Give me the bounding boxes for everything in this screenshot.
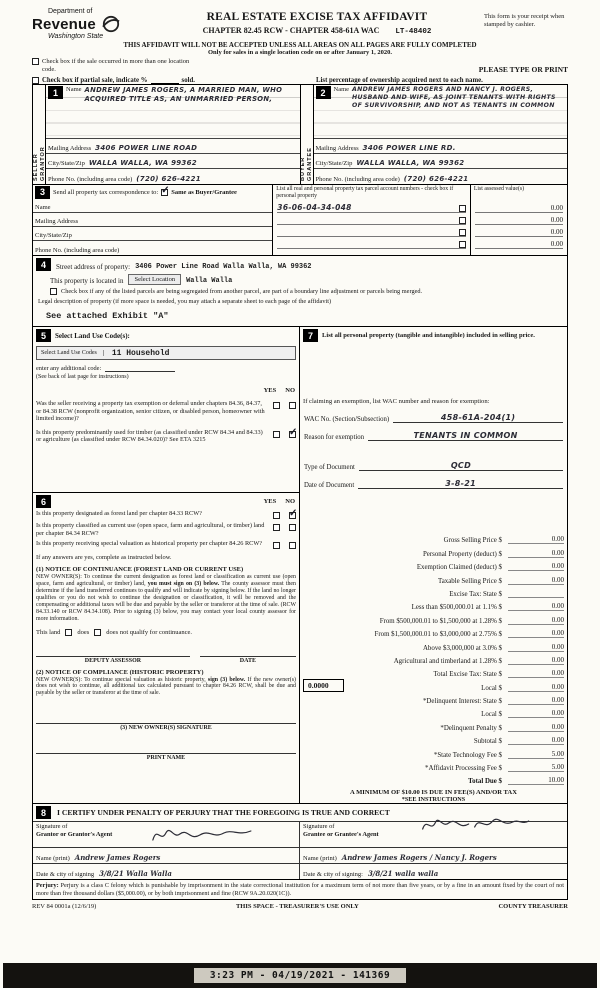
- seller-exemption-no-checkbox[interactable]: [289, 402, 296, 409]
- notice-compliance-body: NEW OWNER(S): To continue special valuation as historic property, sign (3) below. If the new owner(s) does not wish to continue, all additional tax calculated pursuant to chapter 84.26 RCW, shall be due and payable by the seller or transferor at the time of sale.: [36, 676, 297, 697]
- section-4-badge: 4: [36, 258, 51, 271]
- located-in-label: This property is located in: [50, 277, 124, 285]
- partial-sale-checkbox[interactable]: [32, 77, 39, 84]
- grantee-name-row[interactable]: Name (print) Andrew James Rogers / Nancy J. Rogers: [300, 847, 567, 863]
- personal-property-checkbox-4[interactable]: [459, 241, 466, 248]
- subtotal-value[interactable]: 0.00: [508, 736, 564, 745]
- seller-name-label: Name: [66, 86, 82, 93]
- parcel-number-value: 36-06-04-34-048: [277, 203, 352, 212]
- taxable-selling-price-value[interactable]: 0.00: [508, 576, 564, 585]
- wac-value[interactable]: 458-61A-204(1): [393, 413, 563, 423]
- notice-continuance-body: NEW OWNER(S): To continue the current designation as forest land or classification as current use (open space, farm and agricultural, or timber) land, you must sign on (3) below. The county assessor must then determine if the land transferred continues to qualify and will indicate by signing below. If the land no longer qualifies or you do not wish to continue the designation or classification, it will be removed and the compensating or additional taxes will be due and payable by the seller or transferor at the time of sale. (RCW 84.33.140 or RCW 84.34.108). Prior to signing (3) below, you may contact your local county assessor for more information.: [36, 574, 296, 622]
- section-6-badge: 6: [36, 495, 51, 508]
- deputy-date-line[interactable]: [200, 656, 296, 657]
- doc-type-label: Type of Document: [304, 464, 355, 471]
- additional-code-label: enter any additional code:: [36, 365, 102, 372]
- correspondence-name-field[interactable]: Name: [33, 199, 272, 213]
- grantor-signature[interactable]: [118, 823, 296, 847]
- legal-description-label: Legal description of property (if more space is needed, you may attach a separate sheet to each page of the affidavit): [38, 298, 332, 305]
- seller-mailing-value: 3406 POWER LINE ROAD: [95, 144, 198, 152]
- correspondence-city-field[interactable]: City/State/Zip: [33, 227, 272, 241]
- historic-property-question: Is this property receiving special valuation as historical property per chapter 84.26 RCW?: [36, 540, 263, 548]
- grantor-sig-label: Signature of: [36, 823, 68, 831]
- no-header: NO: [285, 387, 295, 394]
- this-land-label: This land: [36, 628, 61, 636]
- seller-phone-field[interactable]: Phone No. (including area code) (720) 626-4221: [48, 175, 201, 183]
- section-8-badge: 8: [36, 806, 51, 819]
- grantee-signature[interactable]: [385, 813, 564, 837]
- current-use-yes-checkbox[interactable]: [273, 524, 280, 531]
- dor-swoosh-icon: [99, 15, 123, 33]
- footer: [32, 903, 568, 910]
- assessed-value-row[interactable]: 0.00: [475, 225, 563, 237]
- county-treasurer-label: COUNTY TREASURER: [498, 903, 568, 911]
- parcel-row[interactable]: [277, 201, 466, 213]
- correspondence-mailing-field[interactable]: Mailing Address: [33, 213, 272, 227]
- grantee-sig-label: Signature of: [303, 823, 335, 831]
- location-select[interactable]: Select Location: [128, 274, 181, 285]
- form-code: LT-48402: [395, 28, 432, 36]
- seller-name-value: ANDREW JAMES ROGERS, A MARRIED MAN, WHO ACQUIRED TITLE AS, AN UNMARRIED PERSON,: [84, 86, 283, 103]
- personal-property-checkbox-1[interactable]: [459, 205, 466, 212]
- personal-property-deduct-value[interactable]: 0.00: [508, 549, 564, 558]
- total-due-value[interactable]: 10.00: [508, 776, 564, 785]
- seller-exemption-yes-checkbox[interactable]: [273, 402, 280, 409]
- doc-type-value[interactable]: QCD: [359, 461, 563, 471]
- multi-location-label: Check box if the sale occurred in more than one location code.: [42, 58, 190, 73]
- multi-location-checkbox[interactable]: [32, 58, 39, 65]
- total-excise-state-value[interactable]: 0.00: [508, 669, 564, 678]
- parcel-row[interactable]: [277, 237, 466, 249]
- buyer-phone-field[interactable]: Phone No. (including area code) (720) 626-4221: [315, 175, 469, 183]
- grantee-date-city: 3/8/21 walla walla: [367, 869, 439, 879]
- section-land-use: [33, 327, 299, 493]
- timber-use-question: Is this property predominantly used for timber (as classified under RCW 84.34 and 84.33) or agriculture (as classified under RCW 84.34.020)? See ETA 3215: [36, 428, 263, 444]
- excise-tax-state-value[interactable]: [508, 597, 564, 598]
- tier1-value[interactable]: 0.00: [508, 602, 564, 611]
- grantee-date-row[interactable]: Date & city of signing: 3/8/21 walla walla: [300, 863, 567, 879]
- delinquent-interest-state-value[interactable]: 0.00: [508, 696, 564, 705]
- parcel-row[interactable]: [277, 225, 466, 237]
- same-as-buyer-label: Same as Buyer/Grantee: [171, 188, 237, 196]
- personal-property-header: List all personal property (tangible and intangible) included in selling price.: [322, 332, 535, 339]
- doc-date-label: Date of Document: [304, 482, 355, 489]
- section-seller: [33, 85, 301, 184]
- partial-sale-label: Check box if partial sale, indicate %: [42, 77, 148, 84]
- logo-agency: Revenue: [32, 15, 96, 33]
- section-2-badge: 2: [316, 86, 331, 99]
- logo-state: Washington State: [48, 33, 104, 40]
- yes-header: YES: [263, 387, 277, 394]
- correspondence-phone-field[interactable]: Phone No. (including area code): [35, 247, 120, 254]
- seller-buyer-sections: [32, 84, 568, 184]
- section-5-badge: 5: [36, 329, 51, 342]
- grantor-name-row[interactable]: Name (print) Andrew James Rogers: [33, 847, 300, 863]
- tier4-value[interactable]: 0.00: [508, 643, 564, 652]
- location-value: Walla Walla: [186, 277, 233, 285]
- buyer-city-field[interactable]: City/State/Zip WALLA WALLA, WA 99362: [314, 154, 568, 169]
- personal-property-blank-area[interactable]: [300, 342, 567, 398]
- gross-selling-price-value[interactable]: 0.00: [508, 535, 564, 544]
- tier2-value[interactable]: 0.00: [508, 616, 564, 625]
- forest-land-yes-checkbox[interactable]: [273, 512, 280, 519]
- land-use-header: Select Land Use Code(s):: [55, 331, 130, 340]
- partial-sale-suffix: sold.: [181, 77, 195, 84]
- historic-property-yes-checkbox[interactable]: [273, 542, 280, 549]
- receipt-note: This form is your receipt when stamped by cashier.: [484, 13, 565, 28]
- grantee-printed-name: Andrew James Rogers / Nancy J. Rogers: [341, 853, 497, 863]
- assessed-value-row[interactable]: 0.00: [475, 237, 563, 249]
- grantor-signature-cell[interactable]: Signature of Grantor or Grantor's Agent: [33, 822, 300, 847]
- exemption-claimed-value[interactable]: 0.00: [508, 562, 564, 571]
- deputy-assessor-label: DEPUTY ASSESSOR: [84, 657, 142, 664]
- additional-code-field[interactable]: [105, 364, 175, 372]
- agricultural-timberland-value[interactable]: 0.00: [508, 656, 564, 665]
- segregated-parcels-label: Check box if any of the listed parcels are being segregated from another parcel, are part of a boundary line adjustment or parcels being merged.: [61, 288, 423, 295]
- section-buyer: [301, 85, 568, 184]
- section-property-location: [32, 255, 568, 326]
- current-use-no-checkbox[interactable]: [289, 524, 296, 531]
- acceptance-warning: THIS AFFIDAVIT WILL NOT BE ACCEPTED UNLESS ALL AREAS ON ALL PAGES ARE FULLY COMPLETED: [123, 41, 477, 49]
- assessed-values-header: List assessed value(s): [473, 186, 525, 192]
- same-as-buyer-checkbox[interactable]: [161, 189, 168, 196]
- header: [32, 8, 568, 40]
- treasurer-space-label: THIS SPACE - TREASURER'S USE ONLY: [235, 903, 359, 911]
- see-back-note: (See back of last page for instructions): [36, 374, 129, 380]
- land-use-code-select[interactable]: [36, 346, 296, 360]
- delinquent-interest-local-value[interactable]: 0.00: [508, 709, 564, 718]
- state-technology-fee-value[interactable]: 5.00: [508, 750, 564, 759]
- doc-date-value[interactable]: 3-8-21: [358, 479, 563, 489]
- logo-dept-line: Department of: [48, 8, 93, 15]
- grantor-date-row[interactable]: Date & city of signing 3/8/21 Walla Walla: [33, 863, 300, 879]
- seller-city-value: WALLA WALLA, WA 99362: [88, 159, 197, 167]
- buyer-mailing-value: 3406 POWER LINE RD.: [362, 144, 456, 152]
- section-tax-computation: [300, 327, 567, 803]
- grantor-printed-name: Andrew James Rogers: [74, 853, 161, 863]
- section-7-badge: 7: [303, 329, 318, 342]
- minimum-due-note: A MINIMUM OF $10.00 IS DUE IN FEE(S) AND/OR TAX: [350, 789, 517, 797]
- does-label: does: [77, 628, 90, 636]
- local-tax-value[interactable]: 0.00: [508, 683, 564, 692]
- delinquent-penalty-value[interactable]: 0.00: [508, 723, 564, 732]
- new-owner-signature-label: (3) NEW OWNER(S) SIGNATURE: [120, 725, 212, 732]
- deputy-date-label: DATE: [239, 657, 257, 664]
- reason-label: Reason for exemption: [304, 434, 365, 441]
- ownership-note: List percentage of ownership acquired next to each name.: [316, 77, 483, 84]
- does-not-label: does not qualify for continuance.: [106, 628, 193, 636]
- rev-form-code: REV 84 0001a (12/6/19): [32, 903, 97, 911]
- if-yes-note: If any answers are yes, complete as instructed below.: [36, 554, 172, 562]
- yes-header: YES: [263, 498, 277, 505]
- perjury-notice: Perjury: Perjury is a class C felony which is punishable by imprisonment in the state correctional institution for a maximum term of not more than five years, or by a fine in an amount fixed by the court of not more than five thousand dollars ($5,000.00), or by both imprisonment and fine (RCW 9A.20.020(1C)).: [33, 879, 567, 899]
- print-name-line[interactable]: [36, 753, 296, 754]
- buyer-city-value: WALLA WALLA, WA 99362: [356, 159, 465, 167]
- personal-property-checkbox-3[interactable]: [459, 229, 466, 236]
- no-header: NO: [285, 498, 295, 505]
- parcel-numbers-header: List all real and personal property tax parcel account numbers - check box if personal property: [276, 186, 454, 199]
- timber-use-no-checkbox[interactable]: [289, 431, 296, 438]
- forest-land-no-checkbox[interactable]: [289, 512, 296, 519]
- land-does-checkbox[interactable]: [65, 629, 72, 636]
- section-continuance: [33, 493, 299, 803]
- print-name-label: PRINT NAME: [146, 755, 186, 762]
- land-does-not-checkbox[interactable]: [94, 629, 101, 636]
- historic-property-no-checkbox[interactable]: [289, 542, 296, 549]
- buyer-side-label: BUYER GRANTEE: [301, 85, 314, 184]
- segregated-parcels-checkbox[interactable]: [50, 288, 57, 295]
- fee-table: Gross Selling Price $ 0.00 Personal Property (deduct) $ 0.00 Exemption Claimed (deduct) $ 0.00 Taxable Selling Price $ 0.00 Excise Tax: State $ Less than $500,000.01 at 1.1% $ 0.00 From $500,000.01 to $1,500,000 at 1.28% $ 0.00 From $1,500,000.01 to $3,000,000 at 2.75% $ 0.00 Above $3,000,000 at 3.0% $ 0.00 Agricultural and timberland at 1.28% $ 0.00 Total Excise Tax: State $ 0.00 0.0000 Local $ 0.00 *Delinquent Interest: State $ 0.00 Local $ 0.00 *Delinquent Penalty $ 0.00 Subtotal $ 0.00 *State Technology Fee $ 5.00 *Affidavit Processing Fee $ 5.00 Total Due $ 10.00: [300, 531, 567, 785]
- parcel-row[interactable]: [277, 213, 466, 225]
- seller-mailing-field[interactable]: Mailing Address 3406 POWER LINE ROAD: [46, 139, 300, 154]
- buyer-phone-value: (720) 626-4221: [403, 175, 469, 183]
- cashier-stamp: 3:23 PM - 04/19/2021 - 141369: [194, 968, 406, 983]
- reason-value[interactable]: TENANTS IN COMMON: [368, 431, 563, 441]
- partial-sale-percent-field[interactable]: [151, 76, 179, 84]
- revenue-logo: [32, 8, 150, 40]
- seller-phone-value: (720) 626-4221: [136, 175, 201, 183]
- seller-name-field[interactable]: [46, 85, 300, 139]
- street-address-label: Street address of property:: [56, 263, 131, 271]
- see-instructions-note: *SEE INSTRUCTIONS: [401, 796, 466, 804]
- assessed-value-row[interactable]: 0.00: [475, 213, 563, 225]
- certify-statement: I CERTIFY UNDER PENALTY OF PERJURY THAT THE FOREGOING IS TRUE AND CORRECT: [57, 808, 390, 818]
- deputy-assessor-signature-line[interactable]: [36, 656, 190, 657]
- buyer-name-value: ANDREW JAMES ROGERS AND NANCY J. ROGERS, HUSBAND AND WIFE, AS JOINT TENANTS WITH RIGHTS OF SURVIVORSHIP, AND NOT AS TENANTS IN COMMON: [352, 86, 556, 110]
- timber-use-yes-checkbox[interactable]: [273, 431, 280, 438]
- send-correspondence-label: Send all property tax correspondence to:: [53, 188, 159, 196]
- please-type-label: PLEASE TYPE OR PRINT: [478, 65, 568, 74]
- notice-continuance-title: (1) NOTICE OF CONTINUANCE (FOREST LAND OR CURRENT USE): [36, 566, 244, 574]
- buyer-name-field[interactable]: [314, 85, 568, 139]
- chapter-line: CHAPTER 82.45 RCW - CHAPTER 458-61A WAC: [202, 26, 380, 35]
- affidavit-processing-fee-value[interactable]: 5.00: [508, 763, 564, 772]
- personal-property-checkbox-2[interactable]: [459, 217, 466, 224]
- exemption-intro: If claiming an exemption, list WAC number and reason for exemption:: [303, 398, 490, 405]
- middle-columns: [32, 326, 568, 804]
- tier3-value[interactable]: 0.00: [508, 629, 564, 638]
- buyer-mailing-field[interactable]: Mailing Address 3406 POWER LINE RD.: [314, 139, 568, 154]
- seller-city-field[interactable]: City/State/Zip WALLA WALLA, WA 99362: [46, 154, 300, 169]
- single-location-note: Only for sales in a single location code on or after January 1, 2020.: [208, 49, 392, 56]
- land-use-select-caption: Select Land Use Codes: [41, 350, 104, 356]
- street-address-value[interactable]: 3406 Power Line Road Walla Walla, WA 99362: [135, 263, 312, 271]
- buyer-name-label: Name: [333, 86, 350, 93]
- legal-description-value[interactable]: See attached Exhibit "A": [46, 311, 169, 321]
- land-use-code-value: 11 Household: [111, 348, 170, 358]
- treasurer-stamp-bar: [3, 963, 597, 988]
- section-certification: [32, 804, 568, 900]
- seller-exemption-question: Was the seller receiving a property tax exemption or deferral under chapters 84.36, 84.37, or 84.38 RCW (nonprofit organization, senior citizen, or disabled person, homeowner with limited income)?: [36, 400, 265, 423]
- grantor-date-city: 3/8/21 Walla Walla: [99, 869, 172, 879]
- section-1-badge: 1: [48, 86, 63, 99]
- assessed-value-row[interactable]: 0.00: [475, 201, 563, 213]
- grantee-signature-cell[interactable]: Signature of Grantee or Grantee's Agent: [300, 822, 567, 847]
- section-3-badge: 3: [35, 186, 50, 199]
- form-title: REAL ESTATE EXCISE TAX AFFIDAVIT: [206, 11, 428, 23]
- local-rate-box[interactable]: 0.0000: [303, 679, 344, 692]
- current-use-question: Is this property classified as current use (open space, farm and agricultural, or timber) land per chapter 84.34 RCW?: [36, 522, 265, 537]
- notice-compliance-title: (2) NOTICE OF COMPLIANCE (HISTORIC PROPERTY): [36, 668, 204, 676]
- forest-land-question: Is this property designated as forest land per chapter 84.33 RCW?: [36, 510, 202, 517]
- section-correspondence: [32, 184, 568, 255]
- seller-side-label: SELLER GRANTOR: [33, 85, 46, 184]
- wac-label: WAC No. (Section/Subsection): [304, 416, 390, 423]
